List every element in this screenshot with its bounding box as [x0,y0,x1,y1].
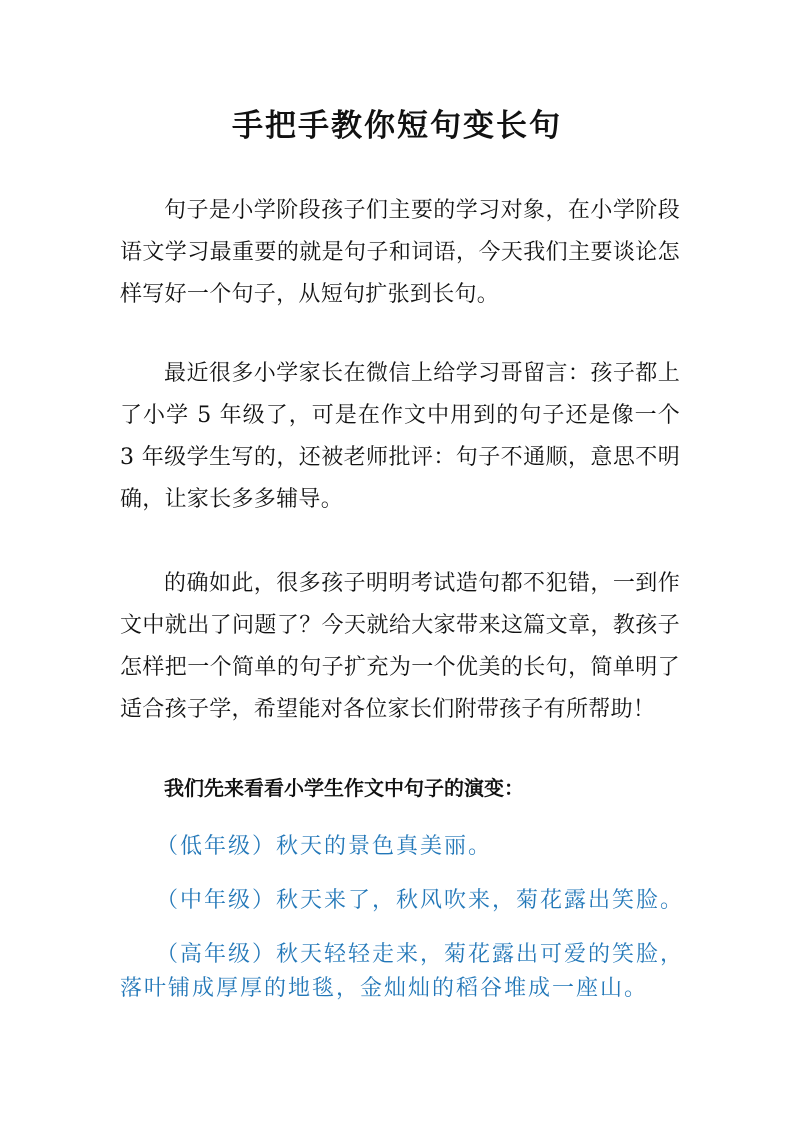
body-paragraph: 的确如此，很多孩子明明考试造句都不犯错，一到作文中就出了问题了？今天就给大家带来这篇文章，教孩子怎样把一个简单的句子扩充为一个优美的长句，简单明了适合孩子学，希望能对各位家长们附带孩子有所帮助！ [120,571,680,722]
example-sentence-mid-grade: （中年级）秋天来了，秋风吹来，菊花露出笑脸。 [156,888,685,913]
section-subheading: 我们先来看看小学生作文中句子的演变： [164,776,524,800]
body-paragraph: 最近很多小学家长在微信上给学习哥留言：孩子都上了小学 5 年级了，可是在作文中用到的句子还是像一个 3 年级学生写的，还被老师批评：句子不通顺，意思不明确，让家长多多辅导。 [120,361,680,512]
document-title: 手把手教你短句变长句 [232,108,562,144]
example-sentence-high-grade: （高年级）秋天轻轻走来，菊花露出可爱的笑脸，落叶铺成厚厚的地毯，金灿灿的稻谷堆成一座山。 [120,942,685,1001]
body-paragraph: 句子是小学阶段孩子们主要的学习对象，在小学阶段语文学习最重要的就是句子和词语，今天我们主要谈论怎样写好一个句子，从短句扩张到长句。 [120,198,680,307]
example-sentence-low-grade: （低年级）秋天的景色真美丽。 [156,834,493,859]
